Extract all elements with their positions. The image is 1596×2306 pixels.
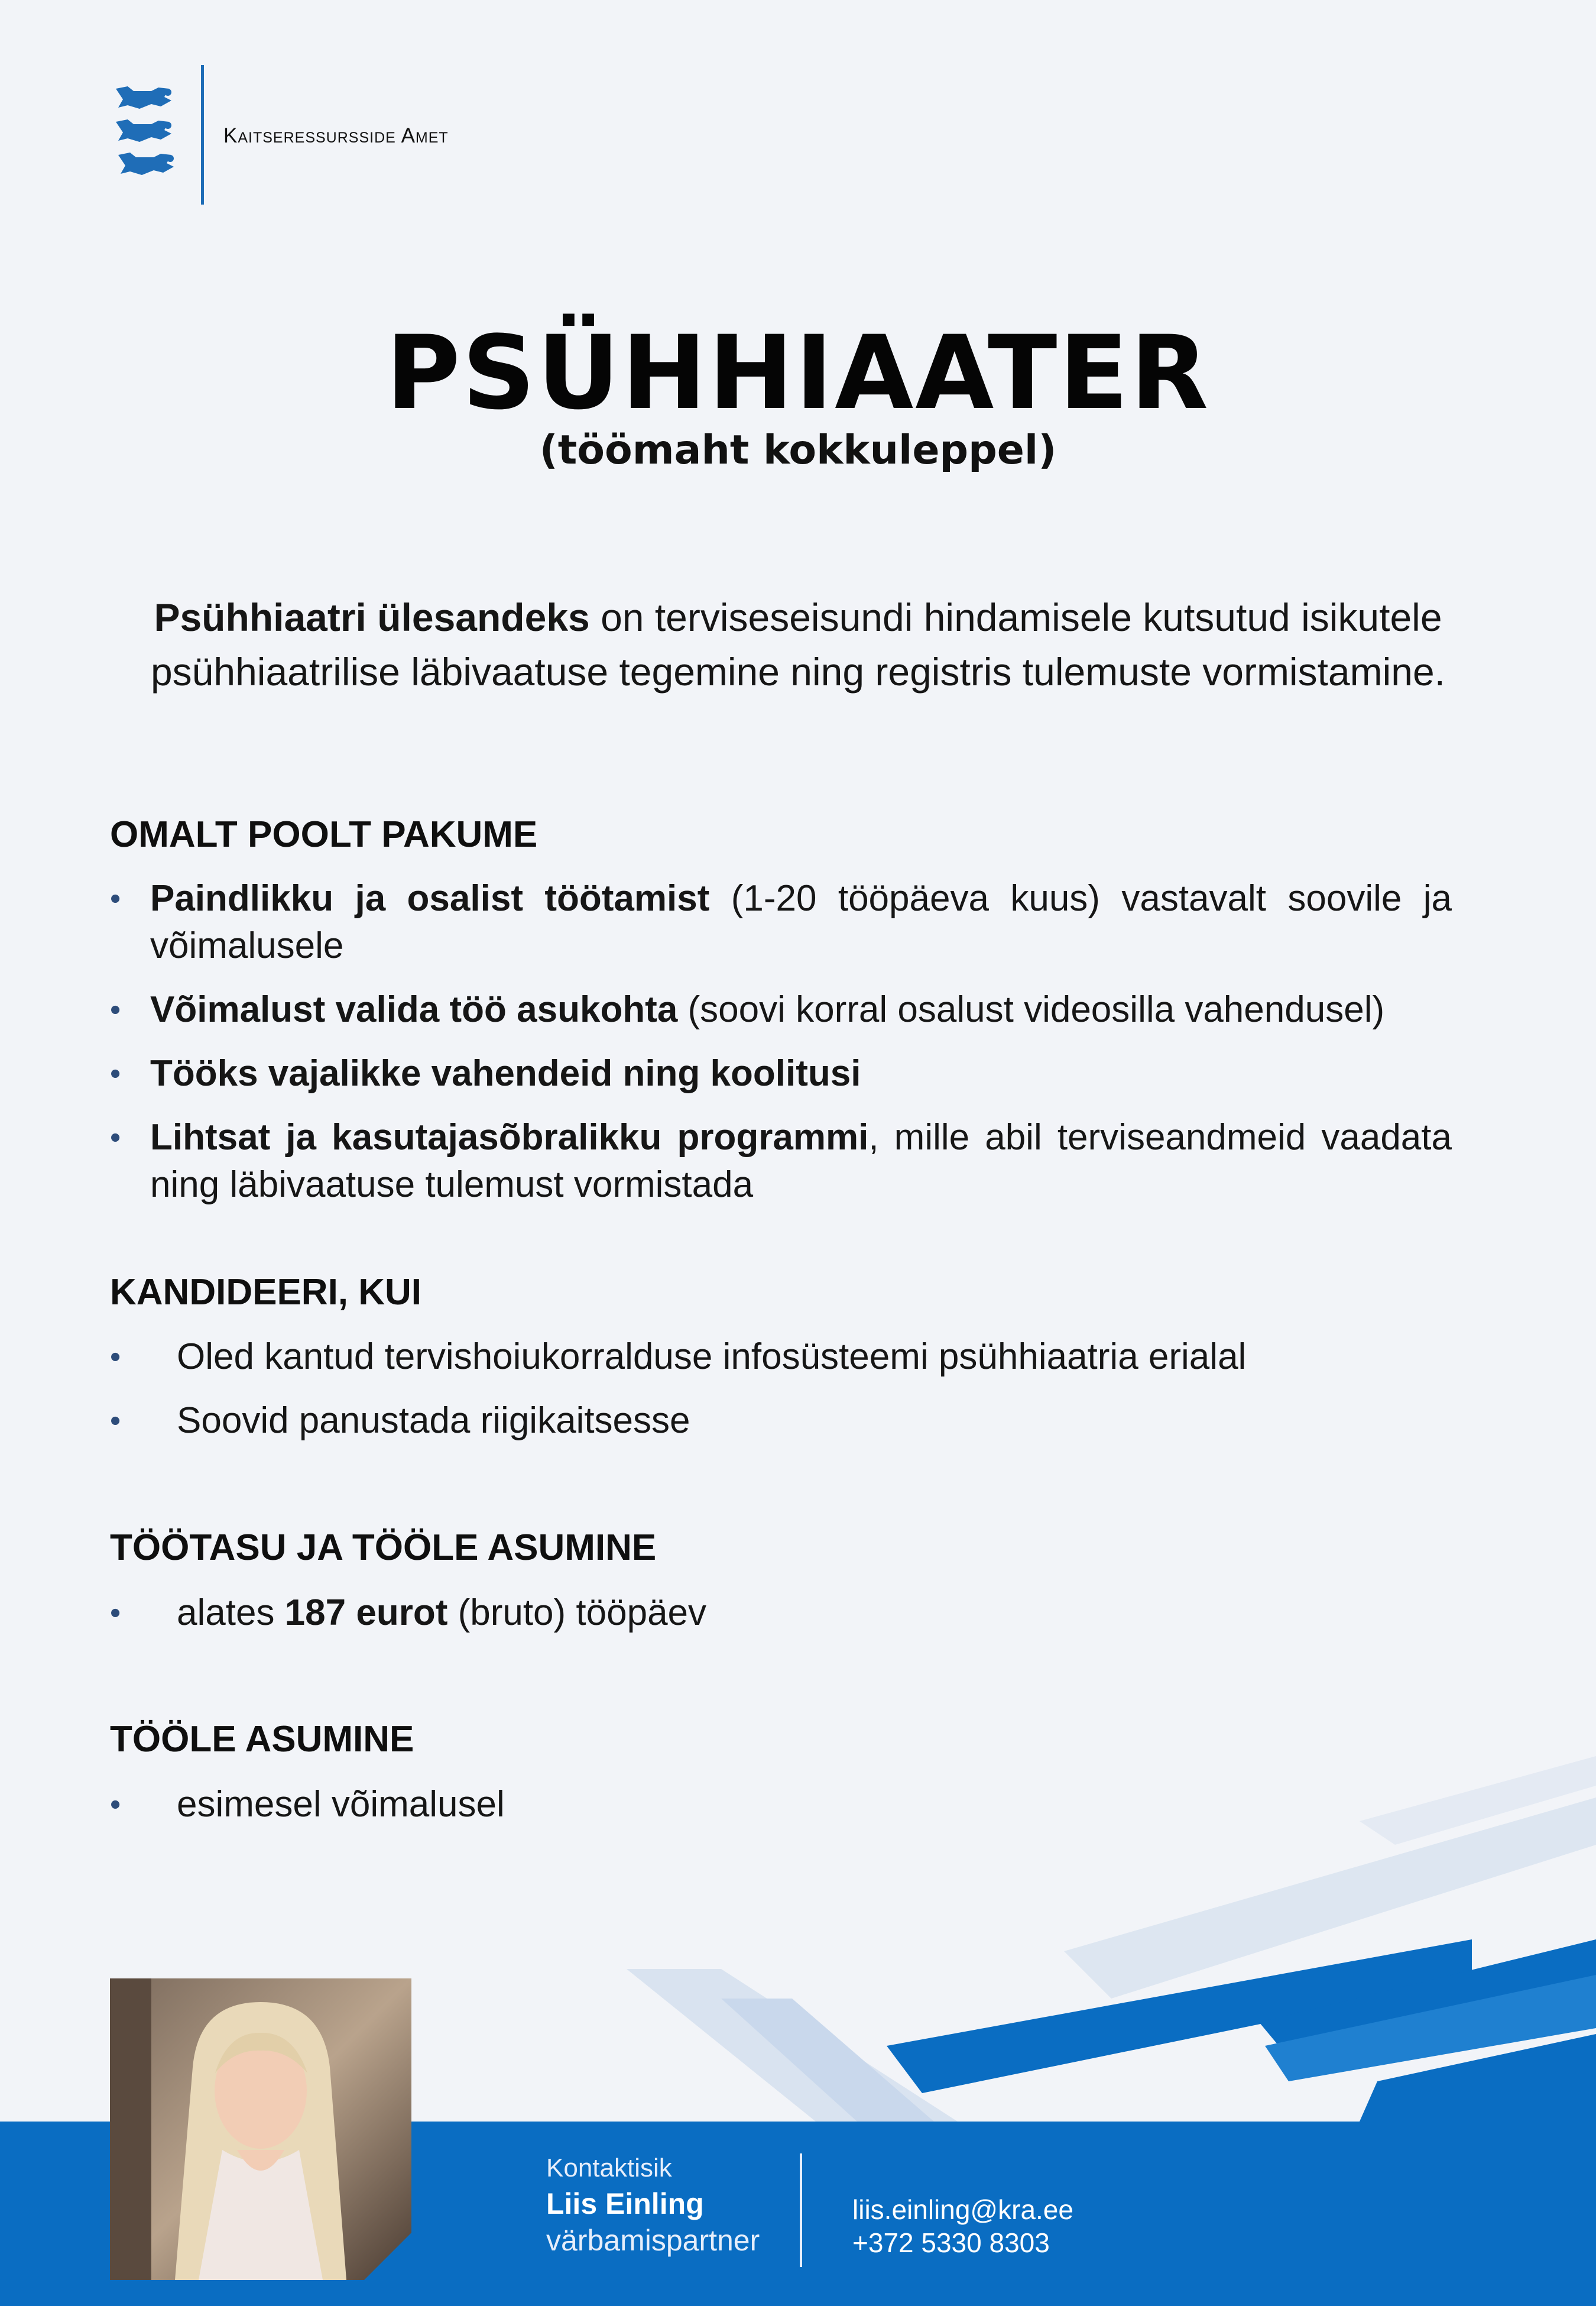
contact-label: Kontaktisik <box>546 2153 672 2182</box>
coat-of-arms-logo-icon <box>110 83 181 183</box>
bullet-icon: • <box>110 1057 121 1091</box>
offers-list <box>110 875 1452 1225</box>
bullet-icon: • <box>110 1787 121 1822</box>
offer-text: (soovi korral osalust videosilla vahendusel) <box>677 989 1385 1030</box>
contact-email-link[interactable]: liis.einling@kra.ee <box>852 2194 1073 2225</box>
bullet-icon: • <box>110 1404 121 1438</box>
contact-phone-link[interactable]: +372 5330 8303 <box>852 2227 1050 2258</box>
salary-pre: alates <box>177 1592 285 1633</box>
bullet-icon: • <box>110 993 121 1027</box>
offer-text: , mille abil terviseandmeid vaadata ning läbivaatuse tulemust vormistada <box>150 1117 1452 1205</box>
job-title: PSÜHHIAATER <box>385 313 1211 432</box>
workload-subtitle: (töömaht kokkuleppel) <box>539 427 1057 474</box>
offer-bold: Lihtsat ja kasutajasõbralikku programmi <box>150 1117 869 1158</box>
bullet-icon: • <box>110 882 121 916</box>
offer-text: (1-20 tööpäeva kuus) vastavalt soovile ja võimalusele <box>150 878 1452 966</box>
bullet-icon: • <box>110 1340 121 1374</box>
offer-bold: Võimalust valida töö asukohta <box>150 989 678 1030</box>
start-heading: TÖÖLE ASUMINE <box>110 1719 414 1760</box>
bullet-icon: • <box>110 1120 121 1155</box>
intro-paragraph <box>89 590 1507 699</box>
list-item <box>110 986 1452 1034</box>
contact-photo <box>110 1978 411 2280</box>
apply-text: Soovid panustada riigikaitsesse <box>177 1400 690 1441</box>
list-item <box>110 1114 1452 1209</box>
start-text: esimesel võimalusel <box>177 1784 505 1825</box>
list-item <box>110 1397 1452 1445</box>
bullet-icon: • <box>110 1596 121 1630</box>
contact-name: Liis Einling <box>546 2187 704 2220</box>
salary-post: (bruto) tööpäev <box>447 1592 707 1633</box>
list-item <box>110 875 1452 970</box>
offers-heading: OMALT POOLT PAKUME <box>110 814 538 855</box>
salary-list <box>110 1589 1452 1637</box>
apply-heading: KANDIDEERI, KUI <box>110 1272 422 1313</box>
list-item <box>110 1589 1452 1637</box>
offer-bold: Paindlikku ja osalist töötamist <box>150 878 710 919</box>
intro-bold: Psühhiaatri ülesandeks <box>154 595 590 639</box>
list-item <box>110 1050 1452 1097</box>
offer-bold: Tööks vajalikke vahendeid ning koolitusi <box>150 1053 861 1094</box>
salary-heading: TÖÖTASU JA TÖÖLE ASUMINE <box>110 1527 657 1568</box>
intro-text: on terviseseisundi hindamisele kutsutud isikutele psühhiaatrilise läbivaatuse tegemine ning registris tulemuste vormistamine. <box>150 595 1446 694</box>
list-item <box>110 1333 1452 1381</box>
contact-role: värbamispartner <box>546 2224 760 2257</box>
salary-amount: 187 eurot <box>284 1592 448 1633</box>
contact-divider <box>800 2153 802 2267</box>
organization-name: Kaitseressursside Amet <box>223 124 449 147</box>
apply-text: Oled kantud tervishoiukorralduse infosüsteemi psühhiaatria erialal <box>177 1336 1247 1377</box>
logo-divider <box>201 65 204 205</box>
apply-list <box>110 1333 1452 1461</box>
